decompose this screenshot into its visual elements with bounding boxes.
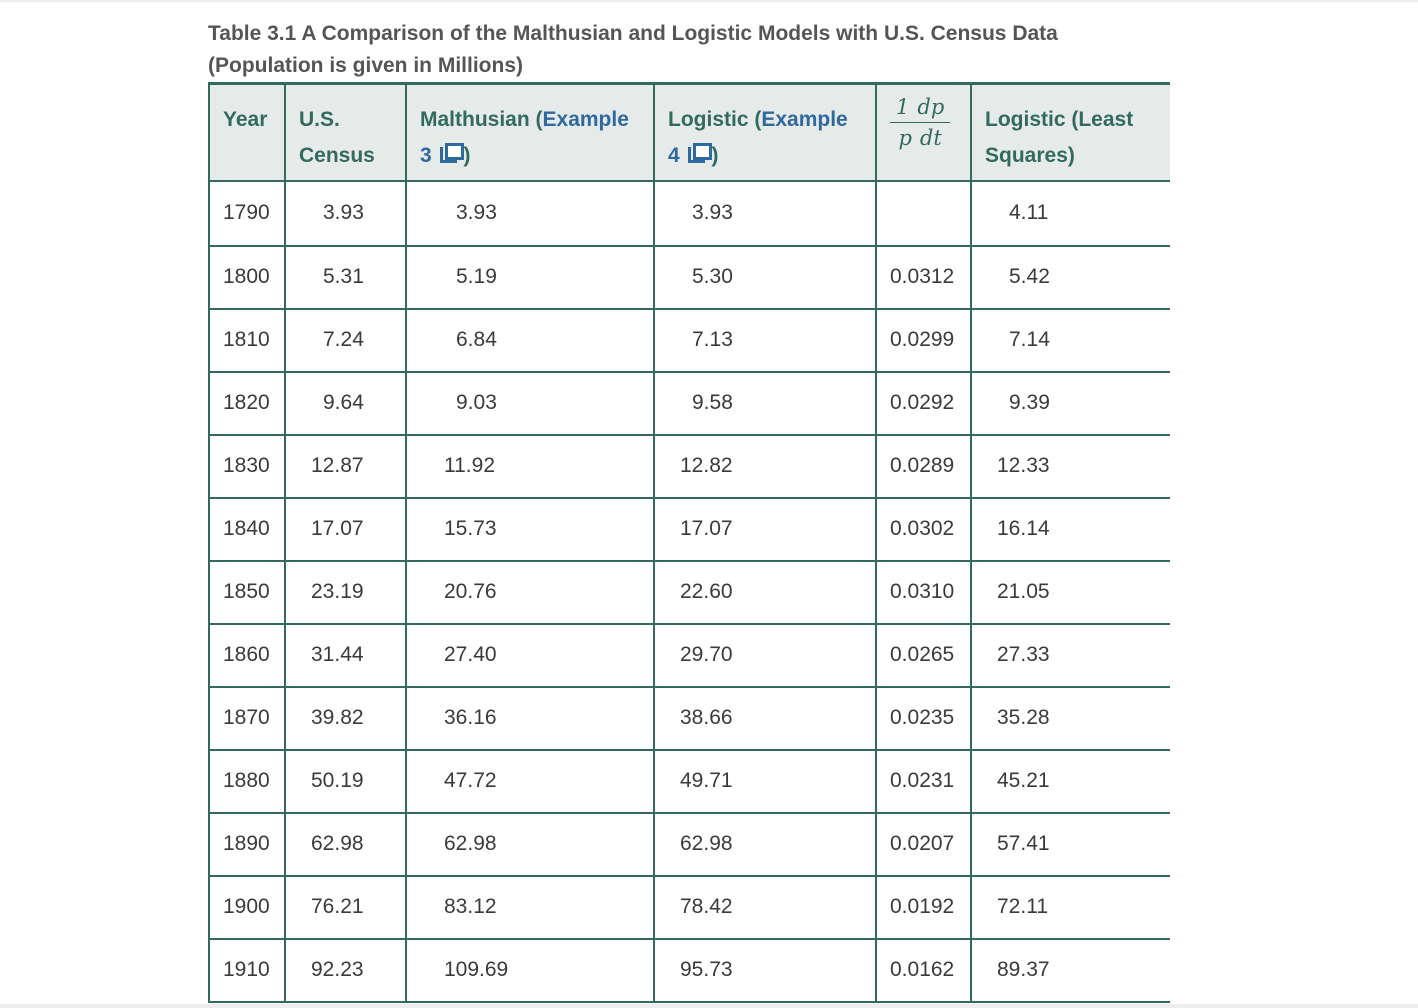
fraction-denominator-dt: dt xyxy=(919,126,942,150)
cell-logistic: 38.66 xyxy=(654,687,876,750)
cell-least-squares: 45.21 xyxy=(971,750,1170,813)
table-row xyxy=(209,372,1170,435)
cell-growth-rate: 0.0231 xyxy=(876,750,971,813)
cell-least-squares: 89.37 xyxy=(971,939,1170,1002)
cell-malthusian: 109.69 xyxy=(406,939,654,1002)
cell-least-squares: 7.14 xyxy=(971,309,1170,372)
cell-year: 1840 xyxy=(209,498,285,561)
header-year: Year xyxy=(209,84,285,181)
cell-year: 1870 xyxy=(209,687,285,750)
cell-logistic: 49.71 xyxy=(654,750,876,813)
cell-logistic: 5.30 xyxy=(654,246,876,309)
table-row xyxy=(209,687,1170,750)
cell-malthusian: 36.16 xyxy=(406,687,654,750)
cell-logistic: 29.70 xyxy=(654,624,876,687)
header-census: U.S. Census xyxy=(285,84,406,181)
cell-census: 9.64 xyxy=(285,372,406,435)
cell-least-squares: 27.33 xyxy=(971,624,1170,687)
cell-year: 1880 xyxy=(209,750,285,813)
cell-growth-rate: 0.0310 xyxy=(876,561,971,624)
cell-logistic: 3.93 xyxy=(654,181,876,246)
cell-census: 39.82 xyxy=(285,687,406,750)
header-logistic xyxy=(654,84,876,181)
cell-least-squares: 57.41 xyxy=(971,813,1170,876)
cell-malthusian: 47.72 xyxy=(406,750,654,813)
table-row xyxy=(209,939,1170,1002)
external-window-icon[interactable] xyxy=(688,143,712,165)
cell-year: 1860 xyxy=(209,624,285,687)
cell-growth-rate: 0.0289 xyxy=(876,435,971,498)
cell-logistic: 22.60 xyxy=(654,561,876,624)
growth-rate-fraction xyxy=(890,94,950,151)
cell-malthusian: 83.12 xyxy=(406,876,654,939)
header-malthusian-label: Malthusian ( xyxy=(420,108,543,131)
table-row xyxy=(209,246,1170,309)
table-row xyxy=(209,624,1170,687)
table-row xyxy=(209,498,1170,561)
header-least-squares: Logistic (Least Squares) xyxy=(971,84,1170,181)
table-caption: Table 3.1 A Comparison of the Malthusian and Logistic Models with U.S. Census Data (Population is given in Millions) xyxy=(208,22,1058,77)
cell-growth-rate xyxy=(876,181,971,246)
cell-census: 5.31 xyxy=(285,246,406,309)
cell-year: 1800 xyxy=(209,246,285,309)
cell-year: 1790 xyxy=(209,181,285,246)
cell-malthusian: 3.93 xyxy=(406,181,654,246)
cell-malthusian: 20.76 xyxy=(406,561,654,624)
cell-least-squares: 21.05 xyxy=(971,561,1170,624)
header-logistic-label: Logistic ( xyxy=(668,108,762,131)
fraction-numerator-dp: dp xyxy=(917,95,945,119)
cell-year: 1900 xyxy=(209,876,285,939)
cell-growth-rate: 0.0265 xyxy=(876,624,971,687)
cell-census: 31.44 xyxy=(285,624,406,687)
cell-growth-rate: 0.0302 xyxy=(876,498,971,561)
cell-census: 62.98 xyxy=(285,813,406,876)
table-row xyxy=(209,813,1170,876)
cell-least-squares: 5.42 xyxy=(971,246,1170,309)
cell-census: 3.93 xyxy=(285,181,406,246)
header-growth-rate xyxy=(876,84,971,181)
cell-malthusian: 9.03 xyxy=(406,372,654,435)
cell-year: 1810 xyxy=(209,309,285,372)
cell-malthusian: 11.92 xyxy=(406,435,654,498)
cell-year: 1820 xyxy=(209,372,285,435)
header-logistic-close: ) xyxy=(711,144,719,167)
cell-growth-rate: 0.0207 xyxy=(876,813,971,876)
table-container[interactable] xyxy=(208,82,1170,1004)
cell-logistic: 62.98 xyxy=(654,813,876,876)
cell-growth-rate: 0.0192 xyxy=(876,876,971,939)
cell-logistic: 78.42 xyxy=(654,876,876,939)
cell-year: 1910 xyxy=(209,939,285,1002)
table-row xyxy=(209,435,1170,498)
bottom-divider xyxy=(0,1004,1418,1008)
cell-census: 17.07 xyxy=(285,498,406,561)
cell-least-squares: 9.39 xyxy=(971,372,1170,435)
cell-logistic: 7.13 xyxy=(654,309,876,372)
table-row xyxy=(209,876,1170,939)
table-row xyxy=(209,561,1170,624)
cell-census: 12.87 xyxy=(285,435,406,498)
cell-least-squares: 12.33 xyxy=(971,435,1170,498)
fraction-numerator-one: 1 xyxy=(896,95,910,119)
cell-year: 1850 xyxy=(209,561,285,624)
cell-growth-rate: 0.0162 xyxy=(876,939,971,1002)
header-malthusian-close: ) xyxy=(463,144,471,167)
cell-census: 92.23 xyxy=(285,939,406,1002)
cell-growth-rate: 0.0292 xyxy=(876,372,971,435)
cell-least-squares: 72.11 xyxy=(971,876,1170,939)
cell-malthusian: 5.19 xyxy=(406,246,654,309)
cell-logistic: 17.07 xyxy=(654,498,876,561)
table-row xyxy=(209,181,1170,246)
cell-logistic: 12.82 xyxy=(654,435,876,498)
cell-growth-rate: 0.0235 xyxy=(876,687,971,750)
table-header xyxy=(209,84,1170,181)
cell-malthusian: 27.40 xyxy=(406,624,654,687)
cell-growth-rate: 0.0312 xyxy=(876,246,971,309)
cell-least-squares: 16.14 xyxy=(971,498,1170,561)
top-divider xyxy=(0,0,1418,2)
cell-census: 50.19 xyxy=(285,750,406,813)
cell-malthusian: 6.84 xyxy=(406,309,654,372)
cell-census: 23.19 xyxy=(285,561,406,624)
example-3-link-text[interactable]: Example 3 xyxy=(420,108,629,167)
cell-least-squares: 4.11 xyxy=(971,181,1170,246)
census-comparison-table xyxy=(208,82,1170,1003)
cell-growth-rate: 0.0299 xyxy=(876,309,971,372)
external-window-icon[interactable] xyxy=(440,143,464,165)
fraction-denominator-p: p xyxy=(898,126,912,150)
table-body xyxy=(209,181,1170,1002)
header-row xyxy=(209,84,1170,181)
cell-logistic: 95.73 xyxy=(654,939,876,1002)
table-row xyxy=(209,309,1170,372)
header-malthusian xyxy=(406,84,654,181)
cell-census: 76.21 xyxy=(285,876,406,939)
cell-malthusian: 15.73 xyxy=(406,498,654,561)
cell-census: 7.24 xyxy=(285,309,406,372)
table-row xyxy=(209,750,1170,813)
example-4-link-text[interactable]: Example 4 xyxy=(668,108,848,167)
cell-year: 1890 xyxy=(209,813,285,876)
cell-logistic: 9.58 xyxy=(654,372,876,435)
cell-least-squares: 35.28 xyxy=(971,687,1170,750)
cell-year: 1830 xyxy=(209,435,285,498)
cell-malthusian: 62.98 xyxy=(406,813,654,876)
